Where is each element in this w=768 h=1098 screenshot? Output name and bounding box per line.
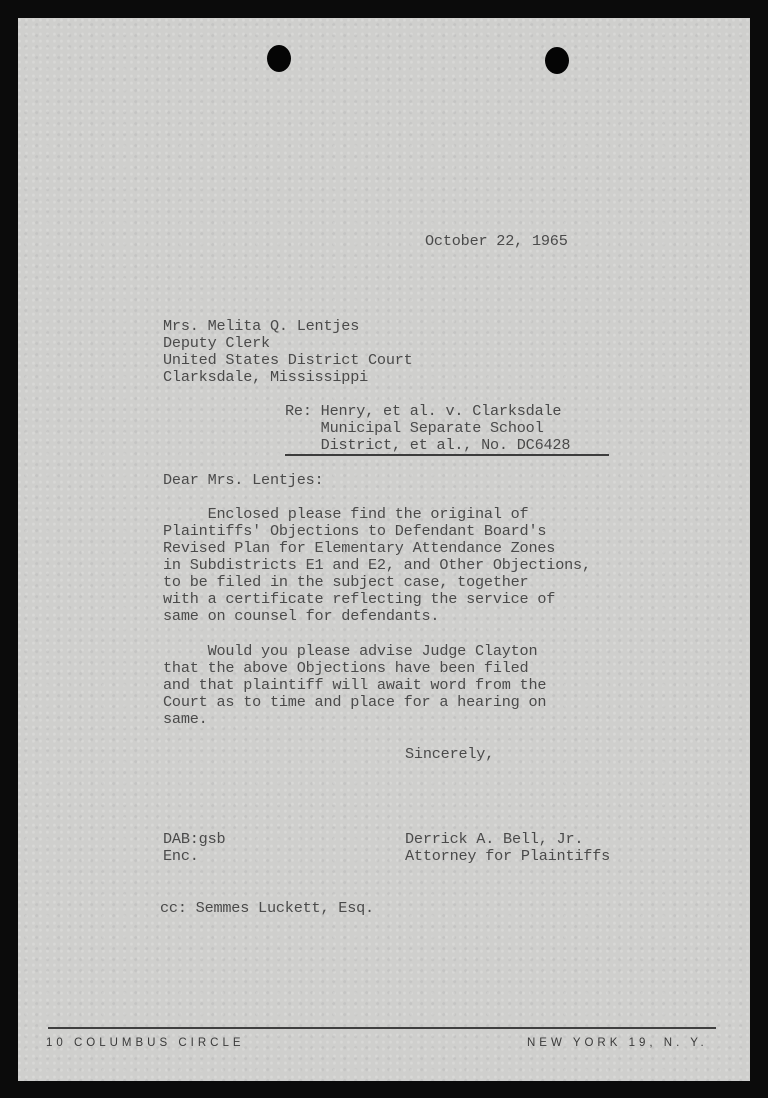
re-line: District, et al., No. DC6428 (285, 436, 571, 454)
re-line: Re: Henry, et al. v. Clarksdale (285, 402, 562, 420)
body-line: and that plaintiff will await word from the (163, 676, 547, 694)
salutation: Dear Mrs. Lentjes: (163, 471, 324, 489)
signer-title: Attorney for Plaintiffs (405, 847, 611, 865)
punch-hole-right (545, 47, 569, 74)
re-underline (285, 454, 609, 456)
body-line: same. (163, 710, 208, 728)
body-line: Enclosed please find the original of (163, 505, 529, 523)
punch-hole-left (267, 45, 291, 72)
signer-name: Derrick A. Bell, Jr. (405, 830, 584, 848)
letterhead-address-left: 10 COLUMBUS CIRCLE (46, 1037, 245, 1049)
letterhead-rule (48, 1027, 716, 1029)
cc-line: cc: Semmes Luckett, Esq. (160, 899, 374, 917)
body-line: in Subdistricts E1 and E2, and Other Objections, (163, 556, 591, 574)
letter-date: October 22, 1965 (425, 232, 568, 250)
enclosure-notation: Enc. (163, 847, 199, 865)
recipient-line: Deputy Clerk (163, 334, 270, 352)
body-line: Court as to time and place for a hearing on (163, 693, 547, 711)
body-line: Would you please advise Judge Clayton (163, 642, 538, 660)
reference-initials: DAB:gsb (163, 830, 226, 848)
body-line: with a certificate reflecting the service of (163, 590, 556, 608)
closing: Sincerely, (405, 745, 495, 763)
body-line: Plaintiffs' Objections to Defendant Board's (163, 522, 547, 540)
re-line: Municipal Separate School (285, 419, 544, 437)
recipient-line: United States District Court (163, 351, 413, 369)
recipient-line: Mrs. Melita Q. Lentjes (163, 317, 360, 335)
body-line: same on counsel for defendants. (163, 607, 440, 625)
body-line: Revised Plan for Elementary Attendance Zones (163, 539, 556, 557)
recipient-line: Clarksdale, Mississippi (163, 368, 369, 386)
body-line: that the above Objections have been filed (163, 659, 529, 677)
letterhead-address-right: NEW YORK 19, N. Y. (527, 1037, 708, 1049)
body-line: to be filed in the subject case, together (163, 573, 529, 591)
